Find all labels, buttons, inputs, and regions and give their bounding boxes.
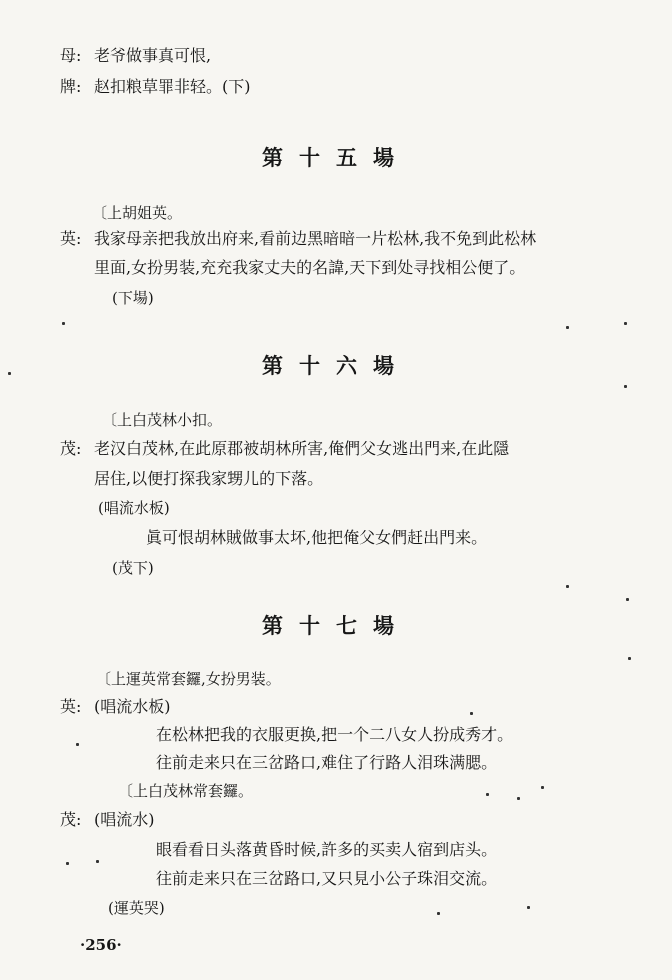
sung-line: 眼看看日头落黄昏时候,許多的买卖人宿到店头。 (156, 840, 498, 859)
stage-direction: 〔上運英常套鑼,女扮男装。 (96, 670, 281, 688)
dialogue-line (60, 46, 211, 66)
print-speck (96, 860, 99, 863)
print-speck (624, 385, 627, 388)
stage-exit: (運英哭) (108, 899, 165, 917)
dialogue-line (60, 229, 536, 249)
scene-title: 第十五場 (262, 145, 410, 170)
print-speck (470, 712, 473, 715)
dialogue-continuation: 居住,以便打探我家甥儿的下落。 (94, 469, 324, 488)
line-text: (唱流水) (94, 810, 155, 829)
tune-direction: (唱流水板) (98, 499, 170, 517)
stage-exit: (下場) (112, 289, 154, 307)
sung-line: 往前走来只在三岔路口,难住了行路人泪珠满腮。 (156, 753, 498, 772)
dialogue-line (60, 810, 155, 830)
print-speck (8, 372, 11, 375)
print-speck (628, 657, 631, 660)
speaker-label: 茂: (60, 439, 82, 458)
scene-title: 第十六場 (262, 353, 410, 378)
print-speck (486, 793, 489, 796)
line-text: (唱流水板) (94, 697, 171, 716)
sung-line: 在松林把我的衣服更换,把一个二八女人扮成秀才。 (156, 725, 514, 744)
stage-direction: 〔上胡姐英。 (92, 204, 183, 222)
speaker-label: 牌: (60, 77, 82, 96)
print-speck (624, 322, 627, 325)
print-speck (527, 906, 530, 909)
print-speck (566, 326, 569, 329)
speaker-label: 茂: (60, 810, 82, 829)
print-speck (437, 912, 440, 915)
speaker-label: 英: (60, 229, 82, 248)
print-speck (566, 585, 569, 588)
print-speck (66, 862, 69, 865)
stage-exit: (茂下) (112, 559, 154, 577)
print-speck (517, 797, 520, 800)
dialogue-line (60, 439, 509, 459)
page-number: ·256· (80, 936, 122, 954)
print-speck (62, 322, 65, 325)
dialogue-line (60, 77, 251, 97)
line-text: 赵扣粮草罪非轻。(下) (94, 77, 251, 96)
stage-direction: 〔上白茂林常套鑼。 (118, 782, 254, 800)
stage-direction: 〔上白茂林小扣。 (102, 411, 223, 429)
sung-line: 往前走来只在三岔路口,又只見小公子珠泪交流。 (156, 869, 498, 888)
print-speck (626, 598, 629, 601)
line-text: 我家母亲把我放出府来,看前边黑暗暗一片松林,我不免到此松林 (94, 229, 537, 248)
line-text: 老爷做事真可恨, (94, 46, 212, 65)
line-text: 老汉白茂林,在此原郡被胡林所害,俺們父女逃出門来,在此隱 (94, 439, 510, 458)
sung-line: 眞可恨胡林賊做事太坏,他把俺父女們赶出門来。 (146, 528, 488, 547)
print-speck (76, 743, 79, 746)
speaker-label: 英: (60, 697, 82, 716)
dialogue-line (60, 697, 171, 717)
scene-title: 第十七場 (262, 613, 410, 638)
speaker-label: 母: (60, 46, 82, 65)
print-speck (541, 786, 544, 789)
dialogue-continuation: 里面,女扮男装,充充我家丈夫的名諱,天下到处寻找相公便了。 (94, 258, 526, 277)
